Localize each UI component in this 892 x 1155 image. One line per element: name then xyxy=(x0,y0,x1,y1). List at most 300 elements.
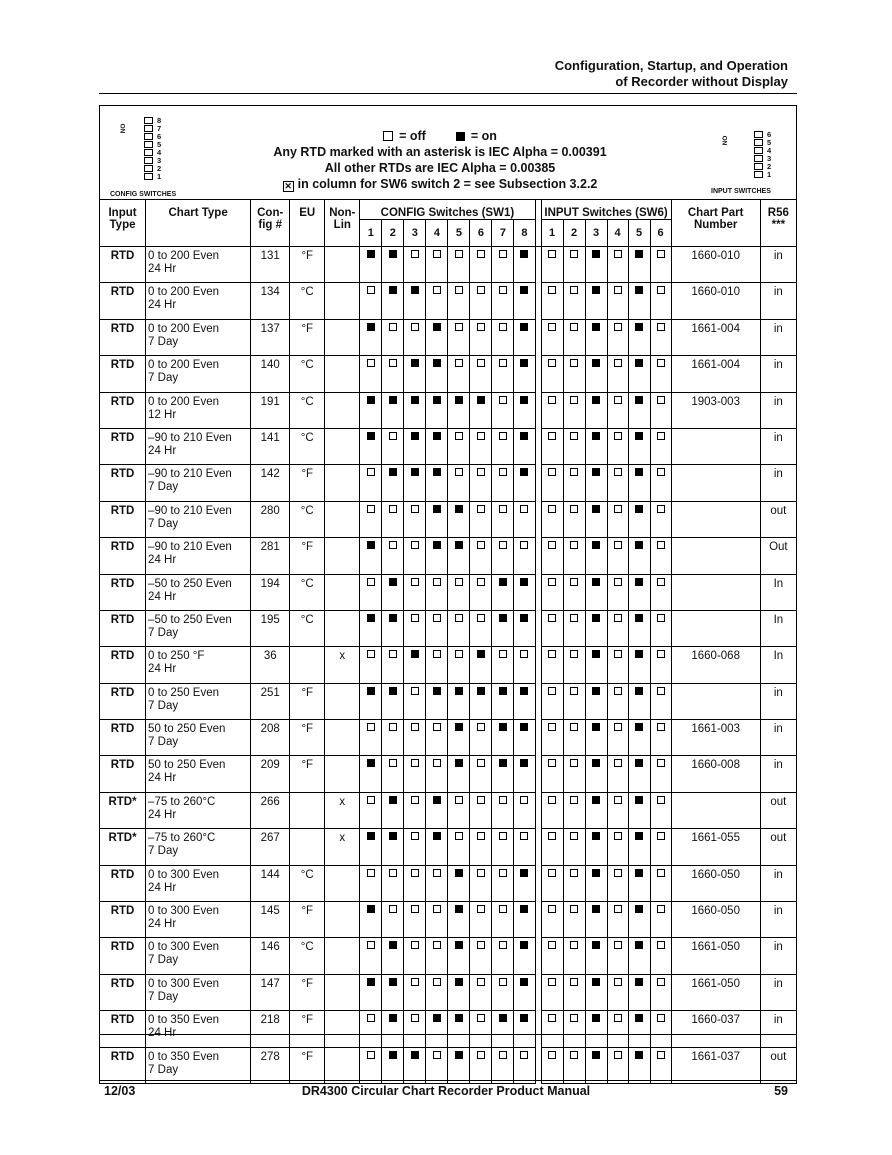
config-switch-cell xyxy=(426,720,448,756)
input-switch-cell xyxy=(628,465,650,501)
switch-off-icon xyxy=(614,1014,622,1022)
chart-type-line: 24 Hr xyxy=(148,263,177,275)
input-switch-cell xyxy=(650,428,671,464)
r56-cell: out xyxy=(760,792,796,828)
config-switch-cell xyxy=(514,538,535,574)
part-number-cell: 1660-050 xyxy=(671,865,760,901)
chart-type-line: –90 to 210 Even xyxy=(148,431,232,444)
input-switch-cell xyxy=(541,902,563,938)
legend-line2: All other RTDs are IEC Alpha = 0.00385 xyxy=(324,161,556,175)
switch-on-icon xyxy=(592,541,600,549)
input-switch-cell xyxy=(585,610,607,646)
switch-off-icon xyxy=(455,432,463,440)
switch-on-icon xyxy=(635,614,643,622)
chart-type-line: –50 to 250 Even xyxy=(148,577,232,590)
input-switch-cell xyxy=(607,647,628,683)
switch-on-icon xyxy=(477,687,485,695)
config-switch-label: CONFIG SWITCHES xyxy=(110,191,177,198)
table-row xyxy=(100,465,797,501)
input-switch-cell xyxy=(585,720,607,756)
switch-on-icon xyxy=(433,396,441,404)
switch-on-icon xyxy=(389,468,397,476)
chart-type-cell xyxy=(146,428,251,464)
config-on-label: ON xyxy=(118,123,126,134)
input-switch-cell xyxy=(585,938,607,974)
input-switch-cell xyxy=(650,938,671,974)
eu-cell: °C xyxy=(290,938,325,974)
switch-off-icon xyxy=(389,359,397,367)
chart-type-line: 7 Day xyxy=(148,954,179,967)
config-switch-cell xyxy=(492,865,514,901)
chart-type-line: 7 Day xyxy=(148,517,179,530)
input-switch-cell xyxy=(563,683,585,719)
switch-off-icon xyxy=(548,1051,556,1059)
switch-off-icon xyxy=(433,250,441,258)
config-switch-cell xyxy=(448,902,470,938)
r56-cell: in xyxy=(760,756,796,792)
config-switch-cell xyxy=(426,319,448,355)
chart-type-line: 24 Hr xyxy=(148,772,177,785)
input-switch-cell xyxy=(607,283,628,319)
config-switch-cell xyxy=(382,720,404,756)
part-number-cell: 1661-004 xyxy=(671,319,760,355)
col-config: Con- fig # xyxy=(251,200,290,247)
config-switch-cell xyxy=(470,902,492,938)
config-switch-cell xyxy=(514,428,535,464)
table-row xyxy=(100,574,797,610)
config-switch-cell xyxy=(382,938,404,974)
config-switch-cell xyxy=(360,938,382,974)
eu-cell xyxy=(290,792,325,828)
nonlin-cell: x xyxy=(325,829,360,865)
config-switch-cell xyxy=(448,392,470,428)
part-number-cell xyxy=(671,465,760,501)
switch-on-icon xyxy=(367,832,375,840)
config-switch-cell xyxy=(492,319,514,355)
switch-off-icon xyxy=(367,505,375,513)
switch-off-icon xyxy=(477,723,485,731)
input-switch-cell xyxy=(650,1011,671,1047)
switch-off-icon xyxy=(455,286,463,294)
switch-off-icon xyxy=(657,723,665,731)
config-switch-cell xyxy=(404,792,426,828)
dip-switch-number: 7 xyxy=(157,124,162,133)
config-switch-cell xyxy=(470,792,492,828)
nonlin-cell xyxy=(325,938,360,974)
config-switch-cell xyxy=(426,865,448,901)
eu-cell: °C xyxy=(290,428,325,464)
switch-off-icon xyxy=(433,723,441,731)
chart-type-cell xyxy=(146,356,251,392)
config-switch-cell xyxy=(492,647,514,683)
config-switch-cell xyxy=(404,902,426,938)
eu-cell xyxy=(290,647,325,683)
chart-type-line: 7 Day xyxy=(148,372,179,385)
switch-off-icon xyxy=(614,286,622,294)
input-switch-cell xyxy=(563,465,585,501)
switch-on-icon xyxy=(592,759,600,767)
dip-switch-number: 3 xyxy=(767,154,772,163)
dip-switch-number: 4 xyxy=(157,148,162,157)
switch-on-icon xyxy=(389,941,397,949)
config-switch-cell xyxy=(404,1011,426,1047)
switch-off-icon xyxy=(548,541,556,549)
switch-off-icon xyxy=(548,396,556,404)
switch-off-icon xyxy=(570,687,578,695)
input-switch-cell xyxy=(585,902,607,938)
switch-off-icon xyxy=(657,359,665,367)
input-type-cell: RTD xyxy=(100,1011,146,1047)
switch-off-icon xyxy=(411,978,419,986)
switch-off-icon xyxy=(548,359,556,367)
switch-on-icon xyxy=(389,978,397,986)
chart-type-line: 24 Hr xyxy=(148,663,177,676)
config-switch-cell xyxy=(470,392,492,428)
switch-off-icon xyxy=(657,323,665,331)
input-switch-number: 3 xyxy=(585,220,607,247)
nonlin-cell xyxy=(325,974,360,1010)
config-switch-cell xyxy=(360,756,382,792)
switch-on-icon xyxy=(433,1014,441,1022)
chart-type-cell xyxy=(146,683,251,719)
config-switch-cell xyxy=(470,247,492,283)
config-switch-cell xyxy=(448,647,470,683)
config-switch-cell xyxy=(470,319,492,355)
switch-off-icon xyxy=(657,759,665,767)
switch-off-icon xyxy=(548,941,556,949)
footer-date: 12/03 xyxy=(104,1084,136,1098)
input-switch-cell xyxy=(650,538,671,574)
legend-line1: Any RTD marked with an asterisk is IEC Alpha = 0.00391 xyxy=(273,145,607,159)
off-symbol xyxy=(383,131,393,141)
footer-rule xyxy=(99,1080,797,1081)
config-switch-cell xyxy=(492,465,514,501)
switch-on-icon xyxy=(455,541,463,549)
switch-on-icon xyxy=(455,687,463,695)
switch-on-icon xyxy=(635,323,643,331)
col-input-type: Input Type xyxy=(100,200,146,247)
switch-off-icon xyxy=(570,650,578,658)
input-switch-cell xyxy=(541,610,563,646)
config-switch-cell xyxy=(360,902,382,938)
input-type-cell: RTD xyxy=(100,428,146,464)
config-number-cell: 209 xyxy=(251,756,290,792)
switch-off-icon xyxy=(614,578,622,586)
input-switch-cell xyxy=(628,865,650,901)
chart-type-line: 0 to 200 Even xyxy=(148,322,220,335)
input-switch-cell xyxy=(628,428,650,464)
config-switch-cell xyxy=(382,319,404,355)
switch-on-icon xyxy=(477,396,485,404)
dip-switch-icon xyxy=(754,139,763,146)
switch-on-icon xyxy=(499,614,507,622)
switch-off-icon xyxy=(411,832,419,840)
switch-off-icon xyxy=(614,869,622,877)
config-switch-cell xyxy=(382,902,404,938)
switch-off-icon xyxy=(657,396,665,404)
config-number-cell: 194 xyxy=(251,574,290,610)
config-switch-cell xyxy=(448,756,470,792)
chart-type-line: 24 Hr xyxy=(148,590,177,603)
switch-off-icon xyxy=(477,432,485,440)
chart-type-cell xyxy=(146,756,251,792)
col-input-switches: INPUT Switches (SW6) xyxy=(541,200,671,220)
switch-on-icon xyxy=(592,1051,600,1059)
input-type-cell: RTD xyxy=(100,720,146,756)
footer-page: 59 xyxy=(774,1084,788,1098)
table-row xyxy=(100,902,797,938)
dip-switch-icon xyxy=(144,141,153,148)
config-switch-cell xyxy=(382,1047,404,1083)
config-switch-cell xyxy=(426,247,448,283)
switch-off-icon xyxy=(455,614,463,622)
r56-cell: in xyxy=(760,428,796,464)
switch-off-icon xyxy=(477,941,485,949)
table-row xyxy=(100,865,797,901)
switch-off-icon xyxy=(433,650,441,658)
input-switch-cell xyxy=(628,683,650,719)
switch-on-icon xyxy=(635,832,643,840)
input-switch-number: 2 xyxy=(563,220,585,247)
input-switch-cell xyxy=(541,756,563,792)
switch-off-icon xyxy=(433,905,441,913)
config-switch-cell xyxy=(514,756,535,792)
input-switch-cell xyxy=(650,319,671,355)
switch-on-icon xyxy=(520,614,528,622)
switch-on-icon xyxy=(592,1014,600,1022)
switch-off-icon xyxy=(614,432,622,440)
config-switch-cell xyxy=(404,319,426,355)
chart-type-cell xyxy=(146,1011,251,1047)
input-switch-cell xyxy=(541,428,563,464)
input-switch-cell xyxy=(541,974,563,1010)
eu-cell: °F xyxy=(290,465,325,501)
switch-off-icon xyxy=(548,687,556,695)
switch-on-icon xyxy=(367,323,375,331)
switch-off-icon xyxy=(570,578,578,586)
config-switch-cell xyxy=(382,829,404,865)
input-switch-cell xyxy=(541,647,563,683)
input-switch-cell xyxy=(585,392,607,428)
switch-off-icon xyxy=(570,286,578,294)
switch-off-icon xyxy=(499,468,507,476)
chart-type-line: 0 to 250 °F xyxy=(148,650,205,663)
config-switch-number: 8 xyxy=(514,220,535,247)
input-switch-cell xyxy=(563,1047,585,1083)
r56-cell: in xyxy=(760,465,796,501)
config-switch-number: 1 xyxy=(360,220,382,247)
config-number-cell: 267 xyxy=(251,829,290,865)
config-switch-cell xyxy=(514,829,535,865)
nonlin-cell xyxy=(325,428,360,464)
config-switch-cell xyxy=(514,283,535,319)
switch-on-icon xyxy=(477,650,485,658)
switch-on-icon xyxy=(592,650,600,658)
chart-type-line: 7 Day xyxy=(148,481,179,494)
chart-type-line: 0 to 350 Even xyxy=(148,1050,220,1063)
switch-on-icon xyxy=(389,687,397,695)
switch-on-icon xyxy=(389,832,397,840)
chart-type-line: 0 to 300 Even xyxy=(148,977,220,990)
switch-on-icon xyxy=(455,759,463,767)
chart-type-line: 24 Hr xyxy=(148,808,177,821)
part-number-cell xyxy=(671,538,760,574)
switch-on-icon xyxy=(592,869,600,877)
dip-switch-number: 1 xyxy=(767,170,772,179)
switch-on-icon xyxy=(389,1051,397,1059)
input-switch-cell xyxy=(585,283,607,319)
table-row xyxy=(100,1011,797,1047)
chart-type-cell xyxy=(146,392,251,428)
input-switch-cell xyxy=(628,392,650,428)
config-switch-cell xyxy=(404,865,426,901)
input-switch-cell xyxy=(607,720,628,756)
config-switch-cell xyxy=(426,538,448,574)
input-type-cell: RTD xyxy=(100,974,146,1010)
chart-type-line: 24 Hr xyxy=(148,299,177,312)
table-row xyxy=(100,501,797,537)
switch-off-icon xyxy=(548,432,556,440)
input-switch-cell xyxy=(607,938,628,974)
config-number-cell: 146 xyxy=(251,938,290,974)
config-switch-cell xyxy=(492,574,514,610)
config-switch-cell xyxy=(382,683,404,719)
chart-type-line: 50 to 250 Even xyxy=(148,759,226,772)
switch-on-icon xyxy=(592,250,600,258)
config-switch-cell xyxy=(360,865,382,901)
config-switch-cell xyxy=(426,756,448,792)
config-number-cell: 137 xyxy=(251,319,290,355)
config-switch-cell xyxy=(470,938,492,974)
r56-cell: in xyxy=(760,974,796,1010)
input-switch-cell xyxy=(607,538,628,574)
eu-cell: °C xyxy=(290,574,325,610)
config-switch-cell xyxy=(426,683,448,719)
input-switch-cell xyxy=(585,501,607,537)
input-switch-cell xyxy=(607,974,628,1010)
chart-type-cell xyxy=(146,610,251,646)
switch-off-icon xyxy=(411,687,419,695)
input-switch-cell xyxy=(628,647,650,683)
config-switch-cell xyxy=(404,356,426,392)
input-switch-cell xyxy=(585,1047,607,1083)
switch-on-icon xyxy=(455,869,463,877)
dip-switch-number: 1 xyxy=(157,172,162,181)
part-number-cell: 1903-003 xyxy=(671,392,760,428)
switch-on-icon xyxy=(433,468,441,476)
chart-type-cell xyxy=(146,283,251,319)
input-switch-cell xyxy=(650,610,671,646)
config-number-cell: 195 xyxy=(251,610,290,646)
chart-type-line: 7 Day xyxy=(148,736,179,749)
switch-off-icon xyxy=(499,359,507,367)
switch-off-icon xyxy=(657,468,665,476)
chart-type-cell xyxy=(146,647,251,683)
switch-on-icon xyxy=(433,359,441,367)
config-switch-cell xyxy=(492,683,514,719)
input-switch-cell xyxy=(628,829,650,865)
switch-on-icon xyxy=(411,468,419,476)
input-switch-cell xyxy=(628,538,650,574)
input-type-cell: RTD xyxy=(100,574,146,610)
input-switch-cell xyxy=(585,647,607,683)
switch-on-icon xyxy=(635,432,643,440)
config-switch-cell xyxy=(448,865,470,901)
switch-off-icon xyxy=(455,359,463,367)
switch-on-icon xyxy=(455,978,463,986)
config-number-cell: 140 xyxy=(251,356,290,392)
config-switch-cell xyxy=(404,829,426,865)
config-switch-cell xyxy=(426,829,448,865)
switch-off-icon xyxy=(570,468,578,476)
switch-off-icon xyxy=(570,505,578,513)
switch-off-icon xyxy=(548,796,556,804)
config-switch-cell xyxy=(514,465,535,501)
dip-switch-icon xyxy=(144,173,153,180)
nonlin-cell xyxy=(325,1047,360,1083)
eu-cell: °F xyxy=(290,720,325,756)
config-switch-cell xyxy=(404,647,426,683)
input-switch-cell xyxy=(628,1047,650,1083)
chart-type-line: 7 Day xyxy=(148,335,179,348)
input-switch-cell xyxy=(628,720,650,756)
input-switch-cell xyxy=(607,756,628,792)
r56-cell: Out xyxy=(760,538,796,574)
config-switch-number: 7 xyxy=(492,220,514,247)
switch-on-icon xyxy=(520,323,528,331)
chart-type-line: 0 to 200 Even xyxy=(148,250,220,262)
table-row xyxy=(100,283,797,319)
chart-type-line: 12 Hr xyxy=(148,408,177,421)
config-switch-cell xyxy=(360,829,382,865)
input-switch-cell xyxy=(650,720,671,756)
part-number-cell: 1661-003 xyxy=(671,720,760,756)
switch-on-icon xyxy=(635,286,643,294)
config-switch-cell xyxy=(448,938,470,974)
switch-off-icon xyxy=(389,869,397,877)
header-title: Configuration, Startup, and Operation xyxy=(554,58,788,73)
r56-cell: in xyxy=(760,319,796,355)
switch-off-icon xyxy=(570,759,578,767)
nonlin-cell xyxy=(325,247,360,283)
switch-off-icon xyxy=(455,832,463,840)
switch-on-icon xyxy=(499,759,507,767)
input-switch-cell xyxy=(585,538,607,574)
nonlin-cell xyxy=(325,574,360,610)
eu-cell: °F xyxy=(290,974,325,1010)
config-switch-cell xyxy=(514,501,535,537)
switch-off-icon xyxy=(548,832,556,840)
switch-off-icon xyxy=(570,796,578,804)
config-switch-cell xyxy=(448,538,470,574)
eu-cell: °F xyxy=(290,319,325,355)
chart-type-line: 24 Hr xyxy=(148,918,177,931)
switch-on-icon xyxy=(367,396,375,404)
input-switch-cell xyxy=(563,538,585,574)
eu-cell: °F xyxy=(290,247,325,283)
input-switch-cell xyxy=(607,428,628,464)
input-switch-cell xyxy=(585,683,607,719)
switch-off-icon xyxy=(411,323,419,331)
part-number-cell: 1660-010 xyxy=(671,247,760,283)
switch-on-icon xyxy=(411,432,419,440)
table-row xyxy=(100,247,797,283)
config-number-cell: 131 xyxy=(251,247,290,283)
config-number-cell: 266 xyxy=(251,792,290,828)
nonlin-cell xyxy=(325,465,360,501)
switch-on-icon xyxy=(520,432,528,440)
switch-off-icon xyxy=(477,978,485,986)
